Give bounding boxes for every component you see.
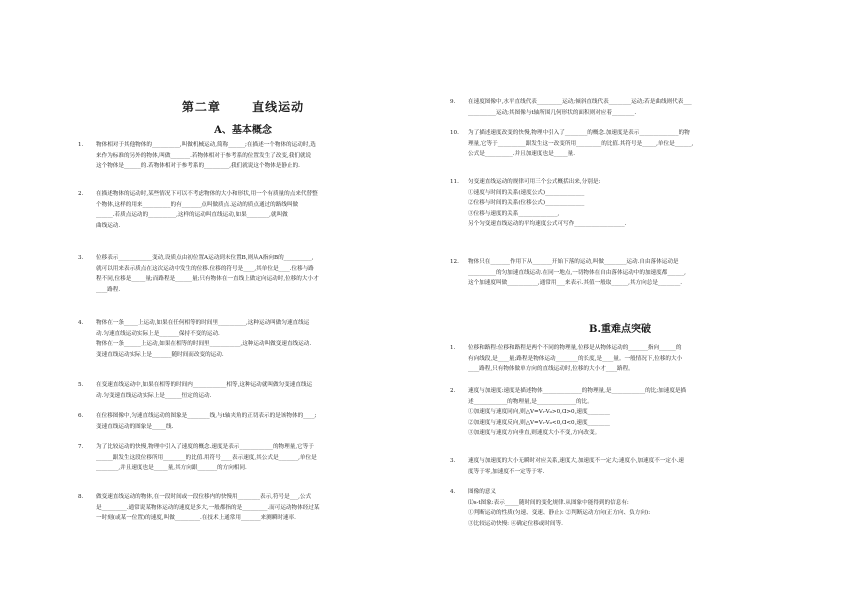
text-line: 是_________.通常说某物体运动的速度是多大,一般都指的是_________.而可运动物体经过某 <box>96 504 320 511</box>
item-text <box>468 456 790 477</box>
text-line: 在变速直线运动中,如果在相等的时间内____________相等,这种运动就叫做匀变速直线运 <box>96 382 313 388</box>
item-number: 2. <box>450 388 456 394</box>
text-line: 个物体,这样的用来__________的有_______点叫做质点.运动的质点通过的路线叫做 <box>96 201 299 208</box>
text-line: __________运动;其图像与t轴所围几何形状的面积则对应着________. <box>468 109 637 116</box>
item-text <box>96 140 408 172</box>
item-number: 2. <box>78 191 84 197</box>
text-line: 变速直线运动实际上是_______随时间而改变的运动. <box>96 351 224 358</box>
text-line: ____路程,只有物体做单方向的直线运动时,位移的大小才____路程。 <box>468 366 634 372</box>
text-line: ⑴s-t图象:表示_____随时间的变化规律.从图象中能得到的信息有: <box>468 499 629 506</box>
item-number: 11. <box>450 179 459 185</box>
text-line: 速度与加速度:速度是描述物体______________的物理量,是____________的比;加速度是描 <box>468 388 687 394</box>
item-text <box>96 318 408 360</box>
text-line: ②加速度与速度反向,则△V=Vₜ-V₀<0,Ɑ<0,速度________ <box>468 419 610 426</box>
text-line: 图像的意义 <box>468 489 496 495</box>
text-line: 物体相对于其他物体的__________,叫做机械运动,简称______;在描述一个物体的运动时,选 <box>96 142 316 148</box>
chapter-title: 第二章 直线运动 <box>181 100 305 114</box>
text-line: 为了描述速度改变的快慢,物理中引入了________的概念.加速度是表示______________的物 <box>468 130 690 136</box>
text-line: 一时刻(或某一位置)的速度,叫做_________.在技术上通常用_______来测瞬时速率. <box>96 515 296 521</box>
section-b-title: B.重难点突破 <box>589 324 651 335</box>
text-line: 程不同,位移是_____量;而路程是______量;只有物体在一直线上做定向运动时,位移的大小才 <box>96 276 319 282</box>
text-line: 物体只在_______作用下从_______开始下落的运动,叫做________运动.自由落体运动是 <box>468 259 679 265</box>
item-text <box>96 253 408 295</box>
text-line: 有向线段,是____量;路程是物体运动________的长度,是____量。一般情况下,位移的大小 <box>468 355 683 362</box>
item-text <box>96 380 408 401</box>
item-number: 6. <box>78 413 84 419</box>
item-text <box>96 411 408 432</box>
item-text <box>468 128 790 160</box>
text-line: 在描述物体的运动时,某些情况下可以不考虑物体的大小和形状,用一个有质量的点来代替整 <box>96 191 318 197</box>
text-line: 另个匀变速直线运动的平均速度公式可写作__________________. <box>468 221 627 227</box>
text-line: 匀变速直线运动的规律可用三个公式概括出来,分别是: <box>468 179 601 185</box>
item-text <box>96 442 408 474</box>
item-text <box>96 189 408 231</box>
item-number: 1. <box>450 345 456 351</box>
text-line: 为了比较运动的快慢,物理中引入了速度的概念.速度是表示____________的物理量,它等于 <box>96 444 314 450</box>
text-line: 做变速直线运动的物体,在一段时间或一段位移内的快慢用________表示,符号是___,公式 <box>96 494 312 500</box>
text-line: 物体在一条______上运动,如果在相等的时间里___________,这种运动叫做变速直线运动. <box>96 341 312 347</box>
item-number: 10. <box>450 130 459 136</box>
text-line: ______.若质点运动的__________,这样的运动叫直线运动,如果________,就叫做 <box>96 212 288 218</box>
item-text <box>468 343 790 375</box>
item-number: 4. <box>450 489 456 495</box>
item-text <box>468 97 790 118</box>
text-line: ③位移与速度的关系______________, <box>468 210 560 217</box>
text-line: ①加速度与速度同向,则△V=Vₜ-V₀>0,Ɑ>0,速度________ <box>468 409 610 415</box>
text-line: 在速度图像中,水平直线代表_________运动;倾斜直线代表________运动;若是曲线则代表___ <box>468 99 692 105</box>
item-text <box>468 487 790 529</box>
text-line: __________的匀加速直线运动.在同一地点,一切物体在自由落体运动中的加速度都______, <box>468 269 686 276</box>
item-number: 3. <box>450 458 456 464</box>
text-line: 位移表示____________变动,设质点由初位置A运动到末位置B,则从A指向B的__________, <box>96 255 314 261</box>
section-a-title: A、基本概念 <box>214 125 272 136</box>
text-line: 理量,它等于__________跟发生这一改变所用_________的比值.其符号是_____,单位是______, <box>468 140 694 147</box>
text-line: 位移和路程:位移和路程是两个不同的物理量,位移是从物体运动的_______指向______的 <box>468 345 682 351</box>
item-text <box>468 386 790 439</box>
text-line: 述____________的物理量,是______________的比。 <box>468 398 593 405</box>
text-line: 动.匀速直线运动实际上是_______保持不变的运动. <box>96 330 220 337</box>
text-line: 动.匀变速直线运动实际上是______恒定的运动. <box>96 392 212 399</box>
text-line: ①速度与时间的关系(速度公式)______________ <box>468 189 585 196</box>
text-line: 变速直线运动的图象是_____线. <box>96 423 174 430</box>
text-line: 物体在一条_____上运动,如果在任何相等的时间里__________,这种运动叫做匀速直线运 <box>96 320 310 326</box>
text-line: 度等于零,加速度不一定等于零. <box>468 468 545 475</box>
text-line: 在位移图像中,匀速直线运动的图象是________线,与t轴夹角的正切表示的是该物体的____; <box>96 413 317 419</box>
item-text <box>96 492 408 524</box>
text-line: 公式是__________.并且加速度也是_____量. <box>468 151 576 157</box>
text-line: ①判断运动的性质(匀速、变速、静止): ②判断运动方向(正方向、负方向): <box>468 510 651 516</box>
text-line: 这个加速度叫做___________,通常用___来表示.其值一般取______,其方向总是________. <box>468 280 683 286</box>
text-line: ____路程. <box>96 286 121 293</box>
item-number: 7. <box>78 444 84 450</box>
item-number: 9. <box>450 99 456 105</box>
text-line: 这个物体是______的.若物体相对于参考系的_________,我们就说这个物体是静止的. <box>96 163 300 169</box>
text-line: ______跟发生这段位移所用________的比值.用符号____表示速度,其公式是_______,单位是 <box>96 454 317 461</box>
item-number: 3. <box>78 255 84 261</box>
text-line: 来作为标准的另外的物体,叫做_______.若物体相对于参考系的位置发生了改变,我们就说 <box>96 152 312 159</box>
text-line: ③加速度与速度方向垂直,则速度大小不变,方向改变。 <box>468 430 601 436</box>
item-number: 8. <box>78 494 84 500</box>
text-line: 曲线运动. <box>96 222 121 229</box>
text-line: ②位移与时间的关系(位移公式)______________ <box>468 200 585 206</box>
item-text <box>468 257 790 289</box>
item-number: 5. <box>78 382 84 388</box>
text-line: ________,并且速度也是_____量,其方向跟_______的方向相同. <box>96 465 247 471</box>
text-line: ③比较运动快慢: ④确定位移或时间等. <box>468 520 563 527</box>
item-number: 12. <box>450 259 459 265</box>
item-text <box>468 177 790 230</box>
text-line: 速度与加速度的大小无瞬时对应关系,速度大,加速度不一定大;速度小,加速度不一定小.速 <box>468 458 684 464</box>
item-number: 1. <box>78 142 84 148</box>
item-number: 4. <box>78 320 84 326</box>
text-line: 就可以用来表示质点在这次运动中发生的位移.位移的符号是____,其单位是____.位移与路 <box>96 265 314 272</box>
